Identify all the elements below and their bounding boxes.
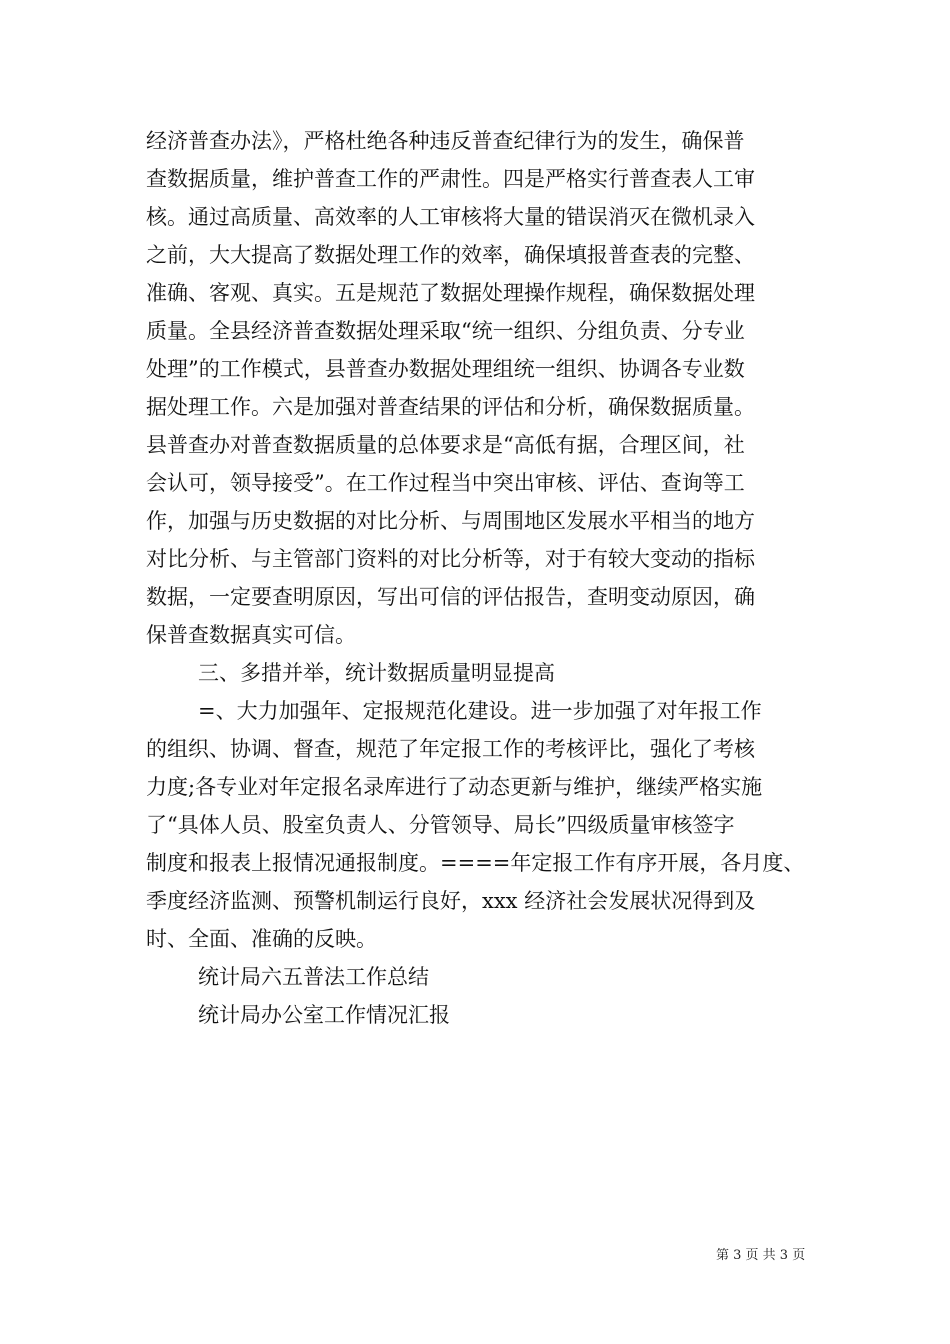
text-line: 保普查数据真实可信。 [146,623,356,647]
text-line: 制度和报表上报情况通报制度。====年定报工作有序开展，各月度、 [146,851,805,875]
text-line: 据处理工作。六是加强对普查结果的评估和分析，确保数据质量。 [146,395,755,419]
text-line: =、大力加强年、定报规范化建设。进一步加强了对年报工作 [198,699,762,723]
text-line: 查数据质量，维护普查工作的严肃性。四是严格实行普查表人工审 [146,167,755,191]
text-line: 季度经济监测、预警机制运行良好，xxx 经济社会发展状况得到及 [146,889,756,913]
text-line: 核。通过高质量、高效率的人工审核将大量的错误消灭在微机录入 [146,205,755,229]
text-line: 处理”的工作模式，县普查办数据处理组统一组织、协调各专业数 [146,357,745,381]
page-number-footer: 第 3 页 共 3 页 [716,1248,806,1263]
text-line: 时、全面、准确的反映。 [146,927,377,951]
text-line: 的组织、协调、督查，规范了年定报工作的考核评比，强化了考核 [146,737,755,761]
text-line: 经济普查办法》，严格杜绝各种违反普查纪律行为的发生，确保普 [146,129,745,153]
text-line: 之前，大大提高了数据处理工作的效率，确保填报普查表的完整、 [146,243,755,267]
section-heading: 三、多措并举，统计数据质量明显提高 [198,661,555,685]
text-line: 了“具体人员、股室负责人、分管领导、局长”四级质量审核签字 [146,813,735,837]
related-title: 统计局六五普法工作总结 [198,965,429,989]
text-line: 准确、客观、真实。五是规范了数据处理操作规程，确保数据处理 [146,281,755,305]
text-line: 对比分析、与主管部门资料的对比分析等，对于有较大变动的指标 [146,547,755,571]
text-line: 作，加强与历史数据的对比分析、与周围地区发展水平相当的地方 [146,509,755,533]
text-line: 数据，一定要查明原因，写出可信的评估报告，查明变动原因，确 [146,585,755,609]
text-line: 质量。全县经济普查数据处理采取“统一组织、分组负责、分专业 [146,319,745,343]
text-line: 会认可，领导接受”。在工作过程当中突出审核、评估、查询等工 [146,471,745,495]
text-line: 县普查办对普查数据质量的总体要求是“高低有据，合理区间，社 [146,433,745,457]
related-title: 统计局办公室工作情况汇报 [198,1003,450,1027]
text-line: 力度;各专业对年定报名录库进行了动态更新与维护，继续严格实施 [146,775,763,799]
